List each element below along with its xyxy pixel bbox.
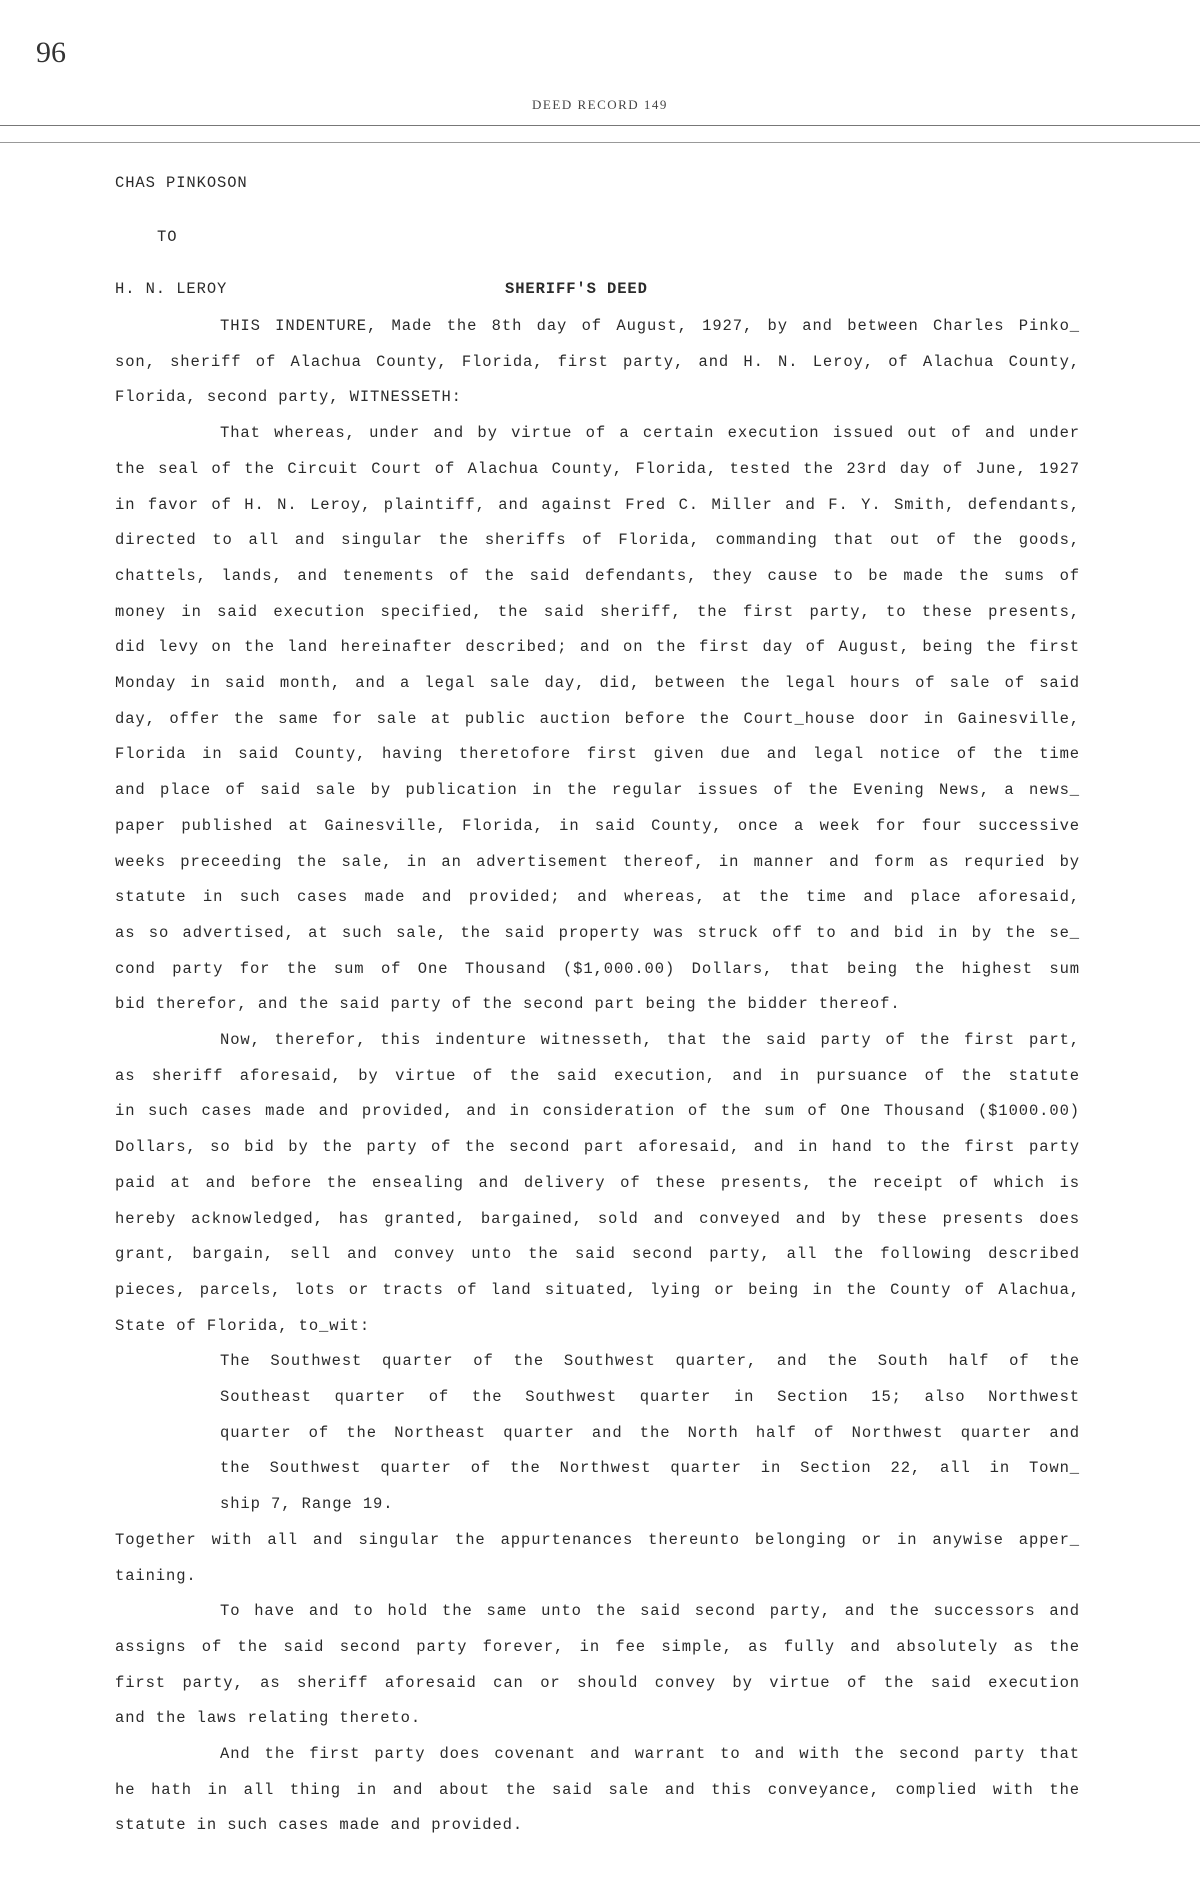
- deed-line: the seal of the Circuit Court of Alachua County, Florida, tested the 23rd day of June, 1927: [115, 459, 1080, 478]
- caption-grantor: CHAS PINKOSON: [115, 174, 248, 192]
- deed-line: cond party for the sum of One Thousand ($1,000.00) Dollars, that being the highest sum: [115, 959, 1080, 978]
- deed-line: paper published at Gainesville, Florida, in said County, once a week for four successive: [115, 816, 1080, 835]
- deed-line: And the first party does covenant and warrant to and with the second party that: [220, 1745, 1080, 1763]
- deed-line: did levy on the land hereinafter described; and on the first day of August, being the first: [115, 638, 1080, 657]
- deed-line: bid therefor, and the said party of the second part being the bidder thereof.: [115, 995, 901, 1014]
- deed-line: as sheriff aforesaid, by virtue of the said execution, and in pursuance of the statute: [115, 1066, 1080, 1085]
- deed-line: statute in such cases made and provided.: [115, 1816, 524, 1835]
- deed-line: That whereas, under and by virtue of a certain execution issued out of and under: [220, 424, 1080, 443]
- deed-line: The Southwest quarter of the Southwest quarter, and the South half of the: [220, 1352, 1080, 1371]
- header-rule: [0, 125, 1200, 126]
- deed-line: assigns of the said second party forever, in fee simple, as fully and absolutely as the: [115, 1637, 1080, 1656]
- deed-line: Now, therefor, this indenture witnesseth, that the said party of the first part,: [220, 1031, 1080, 1049]
- deed-line: ship 7, Range 19.: [220, 1495, 394, 1514]
- deed-line: son, sheriff of Alachua County, Florida, first party, and H. N. Leroy, of Alachua County,: [115, 352, 1080, 371]
- page-number: 96: [36, 36, 66, 69]
- deed-line: Florida in said County, having theretofore first given due and legal notice of the time: [115, 745, 1080, 764]
- caption-to: TO: [157, 228, 178, 246]
- deed-line: directed to all and singular the sheriffs of Florida, commanding that out of the goods,: [115, 531, 1080, 550]
- deed-line: and place of said sale by publication in the regular issues of the Evening News, a news_: [115, 781, 1080, 800]
- deed-line: day, offer the same for sale at public auction before the Court_house door in Gainesville,: [115, 709, 1080, 728]
- deed-line: weeks preceeding the sale, in an advertisement thereof, in manner and form as requried by: [115, 852, 1080, 871]
- deed-line: as so advertised, at such sale, the said property was struck off to and bid in by the se_: [115, 923, 1080, 942]
- deed-line: quarter of the Northeast quarter and the North half of Northwest quarter and: [220, 1423, 1080, 1442]
- deed-line: Monday in said month, and a legal sale day, did, between the legal hours of sale of said: [115, 674, 1080, 692]
- deed-line: paid at and before the ensealing and delivery of these presents, the receipt of which is: [115, 1173, 1080, 1192]
- deed-line: the Southwest quarter of the Northwest quarter in Section 22, all in Town_: [220, 1459, 1080, 1478]
- document-title: SHERIFF'S DEED: [505, 280, 648, 298]
- deed-line: hereby acknowledged, has granted, bargained, sold and conveyed and by these presents does: [115, 1209, 1080, 1228]
- deed-line: chattels, lands, and tenements of the said defendants, they cause to be made the sums of: [115, 566, 1080, 585]
- caption-grantee: H. N. LEROY: [115, 280, 228, 298]
- deed-line: he hath in all thing in and about the said sale and this conveyance, complied with the: [115, 1780, 1080, 1799]
- deed-line: To have and to hold the same unto the said second party, and the successors and: [220, 1602, 1080, 1621]
- deed-line: Dollars, so bid by the party of the second part aforesaid, and in hand to the first party: [115, 1138, 1080, 1157]
- deed-line: Southeast quarter of the Southwest quarter in Section 15; also Northwest: [220, 1388, 1080, 1406]
- deed-line: first party, as sheriff aforesaid can or should convey by virtue of the said execution: [115, 1673, 1080, 1692]
- running-header: DEED RECORD 149: [532, 97, 668, 112]
- deed-line: statute in such cases made and provided; and whereas, at the time and place aforesaid,: [115, 888, 1080, 907]
- deed-line: THIS INDENTURE, Made the 8th day of August, 1927, by and between Charles Pinko_: [220, 317, 1080, 335]
- deed-line: grant, bargain, sell and convey unto the said second party, all the following described: [115, 1245, 1080, 1264]
- deed-line: in favor of H. N. Leroy, plaintiff, and against Fred C. Miller and F. Y. Smith, defendants,: [115, 495, 1080, 514]
- deed-line: Together with all and singular the appurtenances thereunto belonging or in anywise apper_: [115, 1530, 1080, 1549]
- deed-line: State of Florida, to_wit:: [115, 1316, 371, 1335]
- deed-line: pieces, parcels, lots or tracts of land situated, lying or being in the County of Alachua,: [115, 1280, 1080, 1299]
- header-rule-secondary: [0, 142, 1200, 143]
- deed-line: Florida, second party, WITNESSETH:: [115, 388, 462, 407]
- deed-line: money in said execution specified, the said sheriff, the first party, to these presents,: [115, 602, 1080, 621]
- deed-line: taining.: [115, 1566, 197, 1585]
- deed-line: and the laws relating thereto.: [115, 1709, 422, 1728]
- deed-line: in such cases made and provided, and in consideration of the sum of One Thousand ($1000.00): [115, 1102, 1080, 1121]
